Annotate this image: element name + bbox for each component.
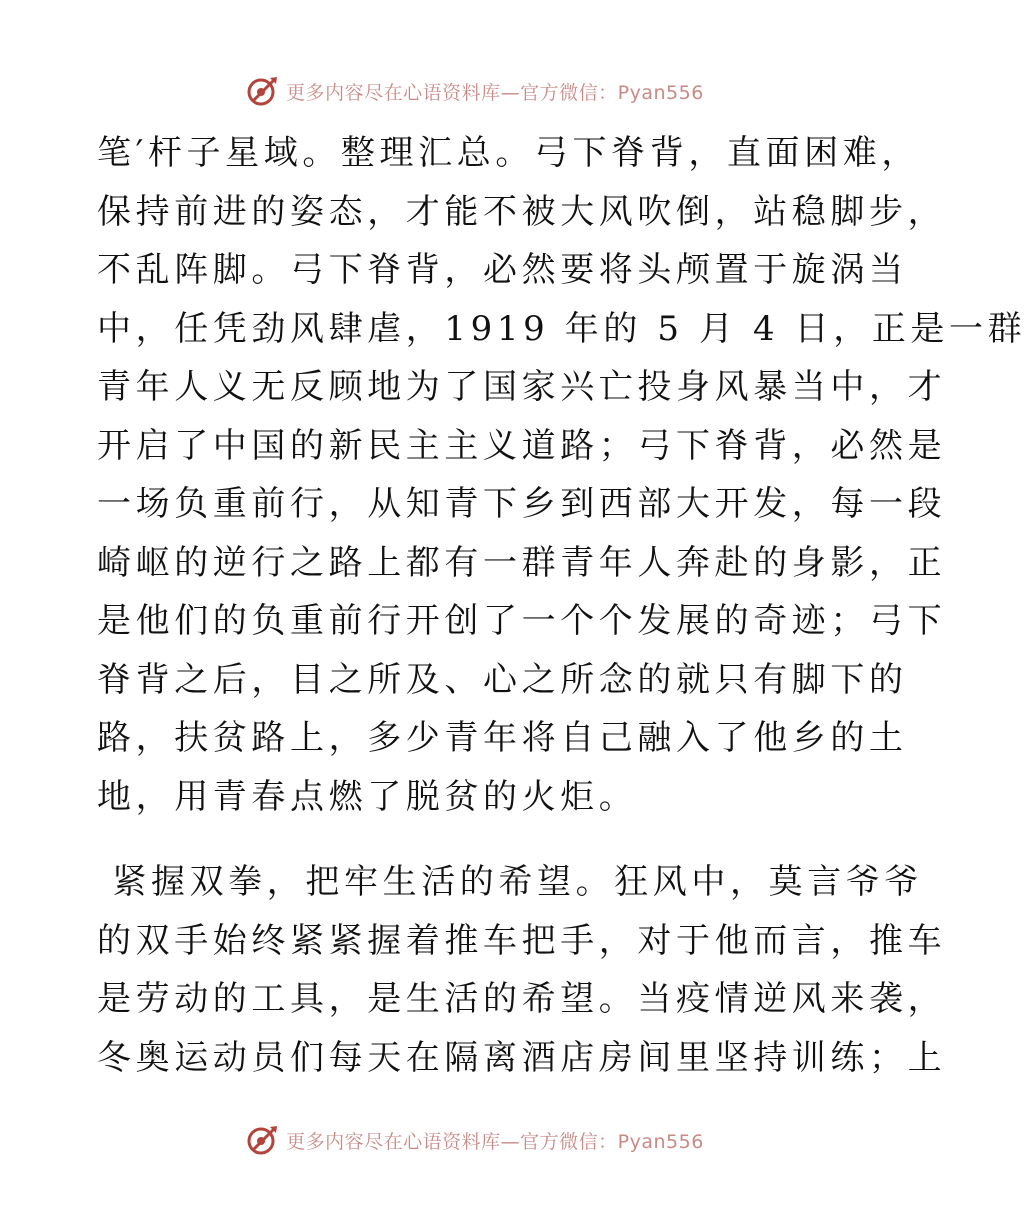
text-line: 地，用青春点燃了脱贫的火炬。 xyxy=(97,776,638,817)
text-line: 冬奥运动员们每天在隔离酒店房间里坚持训练；上 xyxy=(97,1037,947,1078)
watermark-text: 更多内容尽在心语资料库—官方微信：Pyan556 xyxy=(286,81,704,104)
paragraph xyxy=(97,124,1026,826)
text-line: 不乱阵脚。弓下脊背，必然要将头颅置于旋涡当 xyxy=(97,250,908,290)
watermark-text: 更多内容尽在心语资料库—官方微信：Pyan556 xyxy=(286,1130,704,1153)
text-line: 是他们的负重前行开创了一个个发展的奇迹；弓下 xyxy=(97,601,947,641)
text-line: 脊背之后，目之所及、心之所念的就只有脚下的 xyxy=(97,659,908,700)
text-line: 开启了中国的新民主主义道路；弓下脊背，必然是 xyxy=(97,425,947,466)
paragraph-spacer xyxy=(97,826,857,853)
document-body xyxy=(97,124,1026,1087)
brush-logo-icon xyxy=(246,1123,280,1157)
text-line: 的双手始终紧紧握着推车把手，对于他而言，推车 xyxy=(97,920,947,961)
header-watermark xyxy=(0,71,950,111)
text-line: 紧握双拳，把牢生活的希望。狂风中，莫言爷爷 xyxy=(97,862,924,902)
text-line: 青年人义无反顾地为了国家兴亡投身风暴当中，才 xyxy=(97,367,947,407)
text-line: 中，任凭劲风肆虐，1919 年的 5 月 4 日，正是一群 xyxy=(97,308,1026,349)
text-line: 保持前进的姿态，才能不被大风吹倒，站稳脚步， xyxy=(97,191,947,232)
paragraph xyxy=(97,853,947,1087)
text-line: 路，扶贫路上，多少青年将自己融入了他乡的土 xyxy=(97,718,908,758)
text-line: 是劳动的工具，是生活的希望。当疫情逆风来袭， xyxy=(97,979,947,1019)
text-line: 笔′杆子星域。整理汇总。弓下脊背，直面困难， xyxy=(97,133,920,173)
text-line: 一场负重前行，从知青下乡到西部大开发，每一段 xyxy=(97,484,947,524)
footer-watermark xyxy=(0,1120,950,1160)
text-line: 崎岖的逆行之路上都有一群青年人奔赴的身影，正 xyxy=(97,542,947,583)
brush-logo-icon xyxy=(246,74,280,108)
